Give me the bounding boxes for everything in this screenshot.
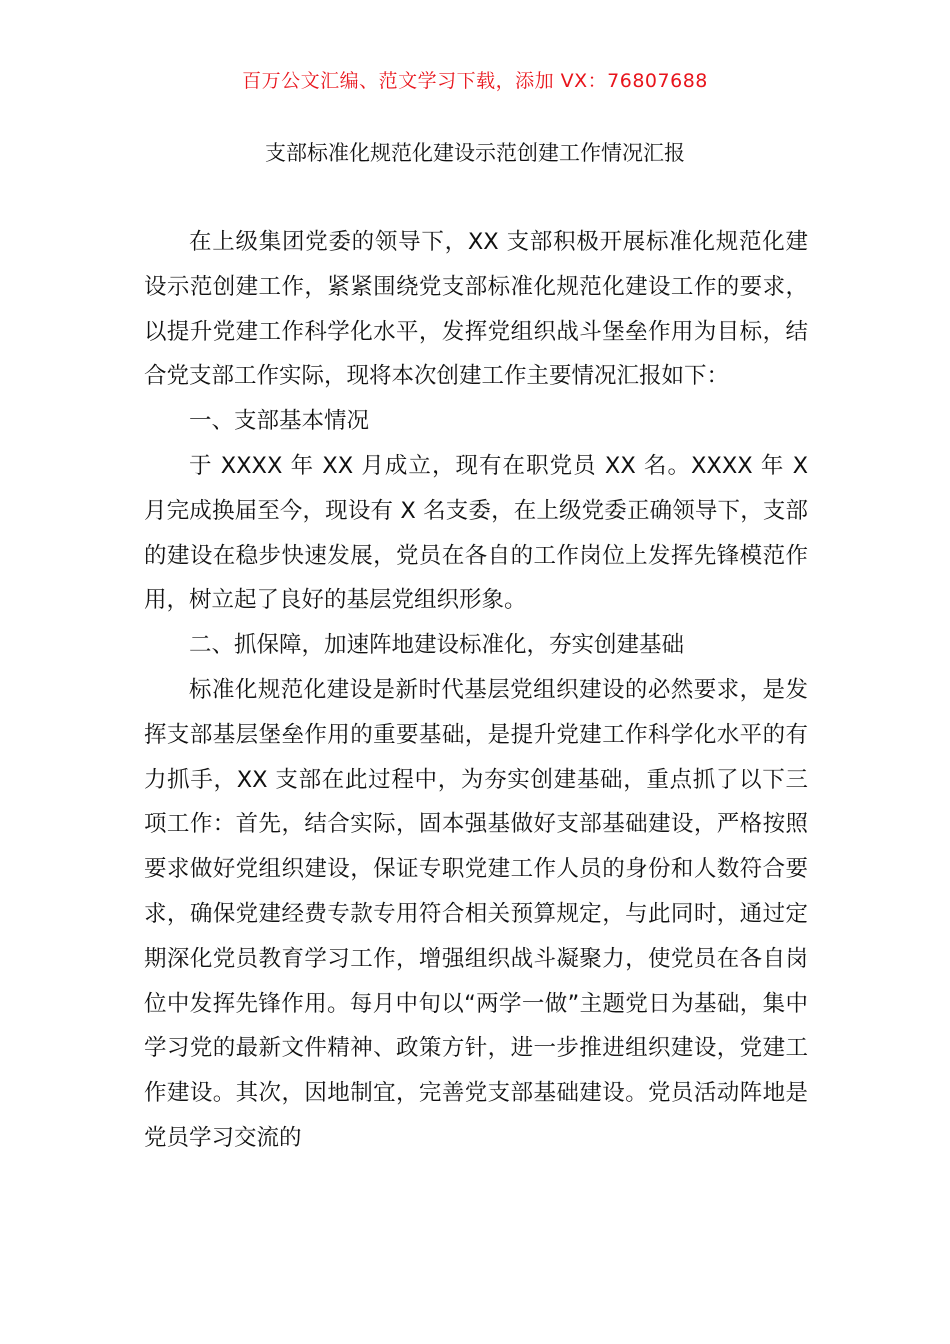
document-body (144, 220, 808, 1161)
section-heading-2: 二、抓保障，加速阵地建设标准化，夯实创建基础 (189, 632, 685, 659)
watermark-banner: 百万公文汇编、范文学习下载，添加 VX：76807688 (242, 70, 708, 92)
paragraph-intro: 在上级集团党委的领导下，XX 支部积极开展标准化规范化建设示范创建工作，紧紧围绕党支部标准化规范化建设工作的要求，以提升党建工作科学化水平，发挥党组织战斗堡垒作用为目标，结合党支部工作实际，现将本次创建工作主要情况汇报如下： (144, 229, 808, 390)
document-title: 支部标准化规范化建设示范创建工作情况汇报 (265, 141, 685, 165)
paragraph-basic-info: 于 XXXX 年 XX 月成立，现有在职党员 XX 名。XXXX 年 X 月完成换届至今，现设有 X 名支委，在上级党委正确领导下，支部的建设在稳步快速发展，党员在各自的工作岗位上发挥先锋模范作用，树立起了良好的基层党组织形象。 (144, 452, 808, 614)
section-heading-1: 一、支部基本情况 (189, 408, 370, 435)
paragraph-standardization: 标准化规范化建设是新时代基层党组织建设的必然要求，是发挥支部基层堡垒作用的重要基础，是提升党建工作科学化水平的有力抓手，XX 支部在此过程中，为夯实创建基础，重点抓了以下三项工作：首先，结合实际，固本强基做好支部基础建设，严格按照要求做好党组织建设，保证专职党建工作人员的身份和人数符合要求，确保党建经费专款专用符合相关预算规定，与此同时，通过定期深化党员教育学习工作，增强组织战斗凝聚力，使党员在各自岗位中发挥先锋作用。每月中旬以“两学一做”主题党日为基础，集中学习党的最新文件精神、政策方针，进一步推进组织建设，党建工作建设。其次，因地制宜，完善党支部基础建设。党员活动阵地是党员学习交流的 (144, 676, 808, 1151)
